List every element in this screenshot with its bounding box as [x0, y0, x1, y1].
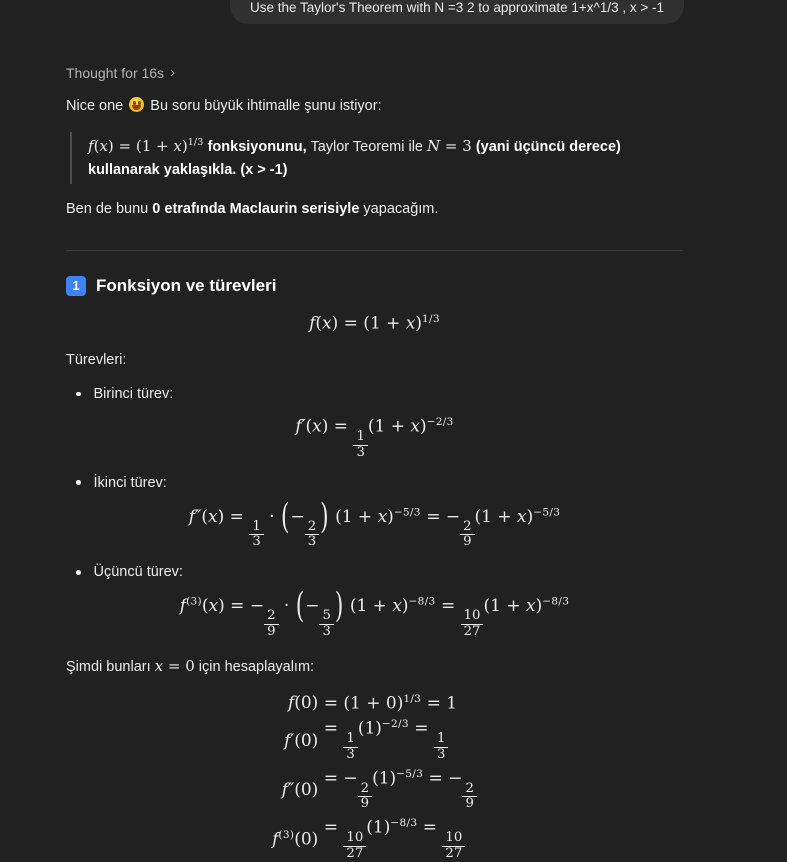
- quote-bold-2: (yani üçüncü derece) kullanarak yaklaşıkla. (x > -1): [88, 138, 625, 178]
- eval-intro-line: [66, 655, 683, 679]
- quote-bold-1: fonksiyonunu,: [203, 138, 307, 155]
- equation-third-derivative: $f^{(3)}(x)$ = − $\frac{2}{9}$ · (− $\frac{5}{3}$ ) $(1 + x)^{-8/3}$ = $\frac{10}{27}$ $(1 + x)^{-8/3}$: [179, 586, 570, 640]
- eval-rhs-f2: = − $\frac{2}{9}$ $(1)^{-5/3}$ = − $\frac{2}{9}$: [318, 768, 477, 812]
- inline-math-n3: N = 3: [427, 136, 472, 155]
- section-number-badge: 1: [66, 276, 86, 296]
- eval-lhs-f2: f″(0): [281, 780, 319, 800]
- eval-rhs-f1: = $\frac{1}{3}$ $(1)^{-2/3}$ = $\frac{1}{3}$: [318, 718, 448, 762]
- assistant-response: [0, 64, 787, 862]
- section-heading: [66, 276, 683, 296]
- plan-line: [66, 199, 683, 221]
- user-message-bubble: Use the Taylor's Theorem with N =3 2 to approximate 1+x^1/3 , x > -1: [230, 0, 684, 24]
- problem-quote: [70, 132, 683, 184]
- chevron-right-icon: ›: [170, 64, 176, 81]
- plan-pre: Ben de bunu: [66, 201, 153, 218]
- eval-lhs-f3: $f^{(3)}(0)$: [272, 829, 319, 850]
- eval-intro-pre: Şimdi bunları: [66, 659, 155, 676]
- equation-fx: $f(x) = (1 + x)^{1/3}$: [309, 312, 440, 334]
- equation-second-derivative: f″(x) = $\frac{1}{3}$ · (− $\frac{2}{3}$ ) $(1 + x)^{-5/3}$ = − $\frac{2}{9}$ $(1 + x)^{-5/3}$: [188, 497, 561, 550]
- evaluation-block: [272, 693, 477, 862]
- list-item-label: İkinci türev:: [93, 474, 167, 491]
- thought-label: Thought for 16s: [66, 64, 165, 81]
- section-divider: [66, 250, 683, 251]
- intro-line: [66, 96, 683, 118]
- bullet-icon: [76, 570, 81, 575]
- thought-toggle[interactable]: [66, 64, 683, 81]
- intro-prefix: Nice one: [66, 98, 128, 114]
- derivatives-intro: Türevleri:: [66, 352, 127, 369]
- plan-bold: 0 etrafında Maclaurin serisiyle: [152, 201, 360, 218]
- list-item-second-derivative: [76, 475, 683, 491]
- list-item-label: Üçüncü türev:: [93, 564, 183, 581]
- bullet-icon: [76, 480, 81, 485]
- inline-math-x0: x = 0: [154, 657, 195, 676]
- smiling-face-emoji-icon: [129, 97, 144, 112]
- section-title: Fonksiyon ve türevleri: [96, 275, 277, 295]
- list-item-first-derivative: [76, 386, 683, 402]
- inline-math-fx: $f(x) = (1 + x)^{1/3}$: [88, 136, 204, 155]
- eval-intro-post: için hesaplayalım:: [194, 659, 315, 676]
- list-item-third-derivative: [76, 564, 683, 580]
- equation-first-derivative: f′(x) = $\frac{1}{3}$ $(1 + x)^{-2/3}$: [295, 416, 454, 460]
- eval-lhs-f1: f′(0): [284, 730, 319, 751]
- eval-lhs-f0: f(0): [287, 693, 319, 714]
- quote-text-1: Taylor Teoremi ile: [306, 138, 428, 155]
- intro-suffix: Bu soru büyük ihtimalle şunu istiyor:: [146, 98, 382, 114]
- plan-post: yapacağım.: [359, 201, 439, 218]
- bullet-icon: [76, 392, 81, 397]
- list-item-label: Birinci türev:: [93, 386, 174, 403]
- user-message-row: [0, 0, 787, 24]
- eval-rhs-f0: = $(1 + 0)^{1/3} = 1$: [318, 692, 458, 714]
- eval-rhs-f3: = $\frac{10}{27}$ $(1)^{-8/3}$ = $\frac{10}{27}$: [318, 817, 465, 861]
